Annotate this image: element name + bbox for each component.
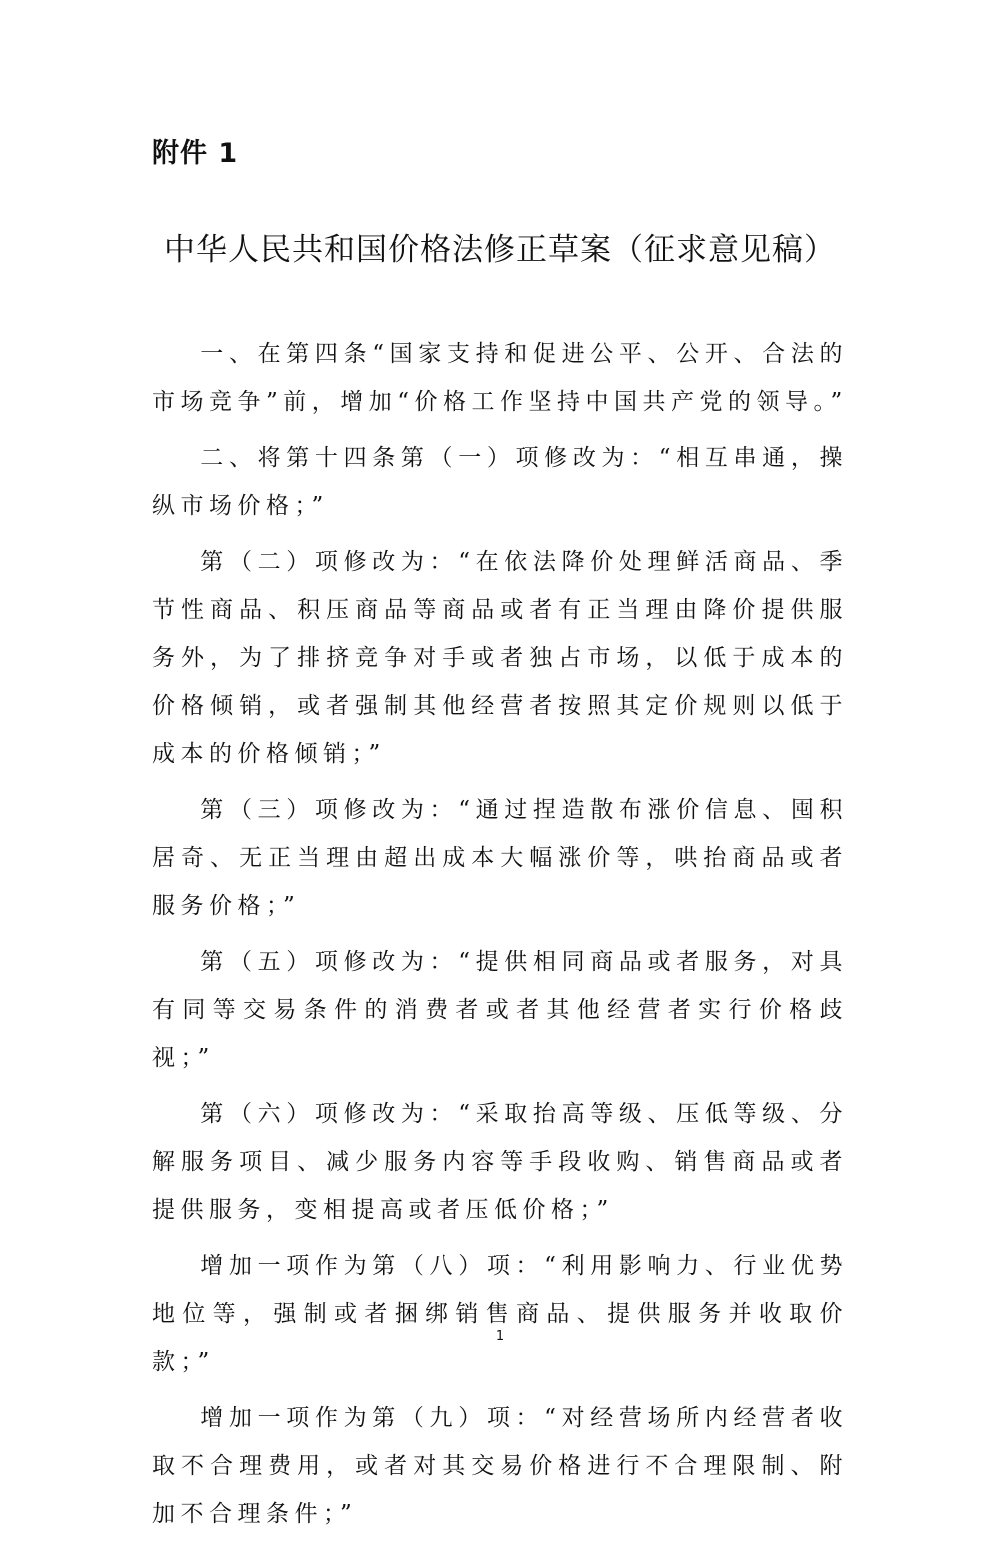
paragraph-2: 二、将第十四条第（一）项修改为：“相互串通，操纵市场价格；” bbox=[152, 445, 848, 519]
paragraph-3: 第（二）项修改为：“在依法降价处理鲜活商品、季节性商品、积压商品等商品或者有正当理由降价提供服务外，为了排挤竞争对手或者独占市场，以低于成本的价格倾销，或者强制其他经营者按照其定价规则以低于成本的价格倾销；” bbox=[152, 549, 848, 767]
document-body bbox=[152, 330, 848, 1546]
paragraph-4: 第（三）项修改为：“通过捏造散布涨价信息、囤积居奇、无正当理由超出成本大幅涨价等，哄抬商品或者服务价格；” bbox=[152, 797, 848, 919]
paragraph-5: 第（五）项修改为：“提供相同商品或者服务，对具有同等交易条件的消费者或者其他经营者实行价格歧视；” bbox=[152, 949, 848, 1071]
page-number: 1 bbox=[495, 1329, 505, 1344]
attachment-label: 附件 1 bbox=[152, 138, 239, 169]
document-title: 中华人民共和国价格法修正草案（征求意见稿） bbox=[164, 232, 836, 268]
paragraph-8: 增加一项作为第（九）项：“对经营场所内经营者收取不合理费用，或者对其交易价格进行不合理限制、附加不合理条件；” bbox=[152, 1405, 848, 1527]
paragraph-1: 一、在第四条“国家支持和促进公平、公开、合法的市场竞争”前，增加“价格工作坚持中国共产党的领导。” bbox=[152, 341, 848, 415]
paragraph-7: 增加一项作为第（八）项：“利用影响力、行业优势地位等，强制或者捆绑销售商品、提供服务并收取价款；” bbox=[152, 1253, 848, 1375]
paragraph-6: 第（六）项修改为：“采取抬高等级、压低等级、分解服务项目、减少服务内容等手段收购、销售商品或者提供服务，变相提高或者压低价格；” bbox=[152, 1101, 848, 1223]
